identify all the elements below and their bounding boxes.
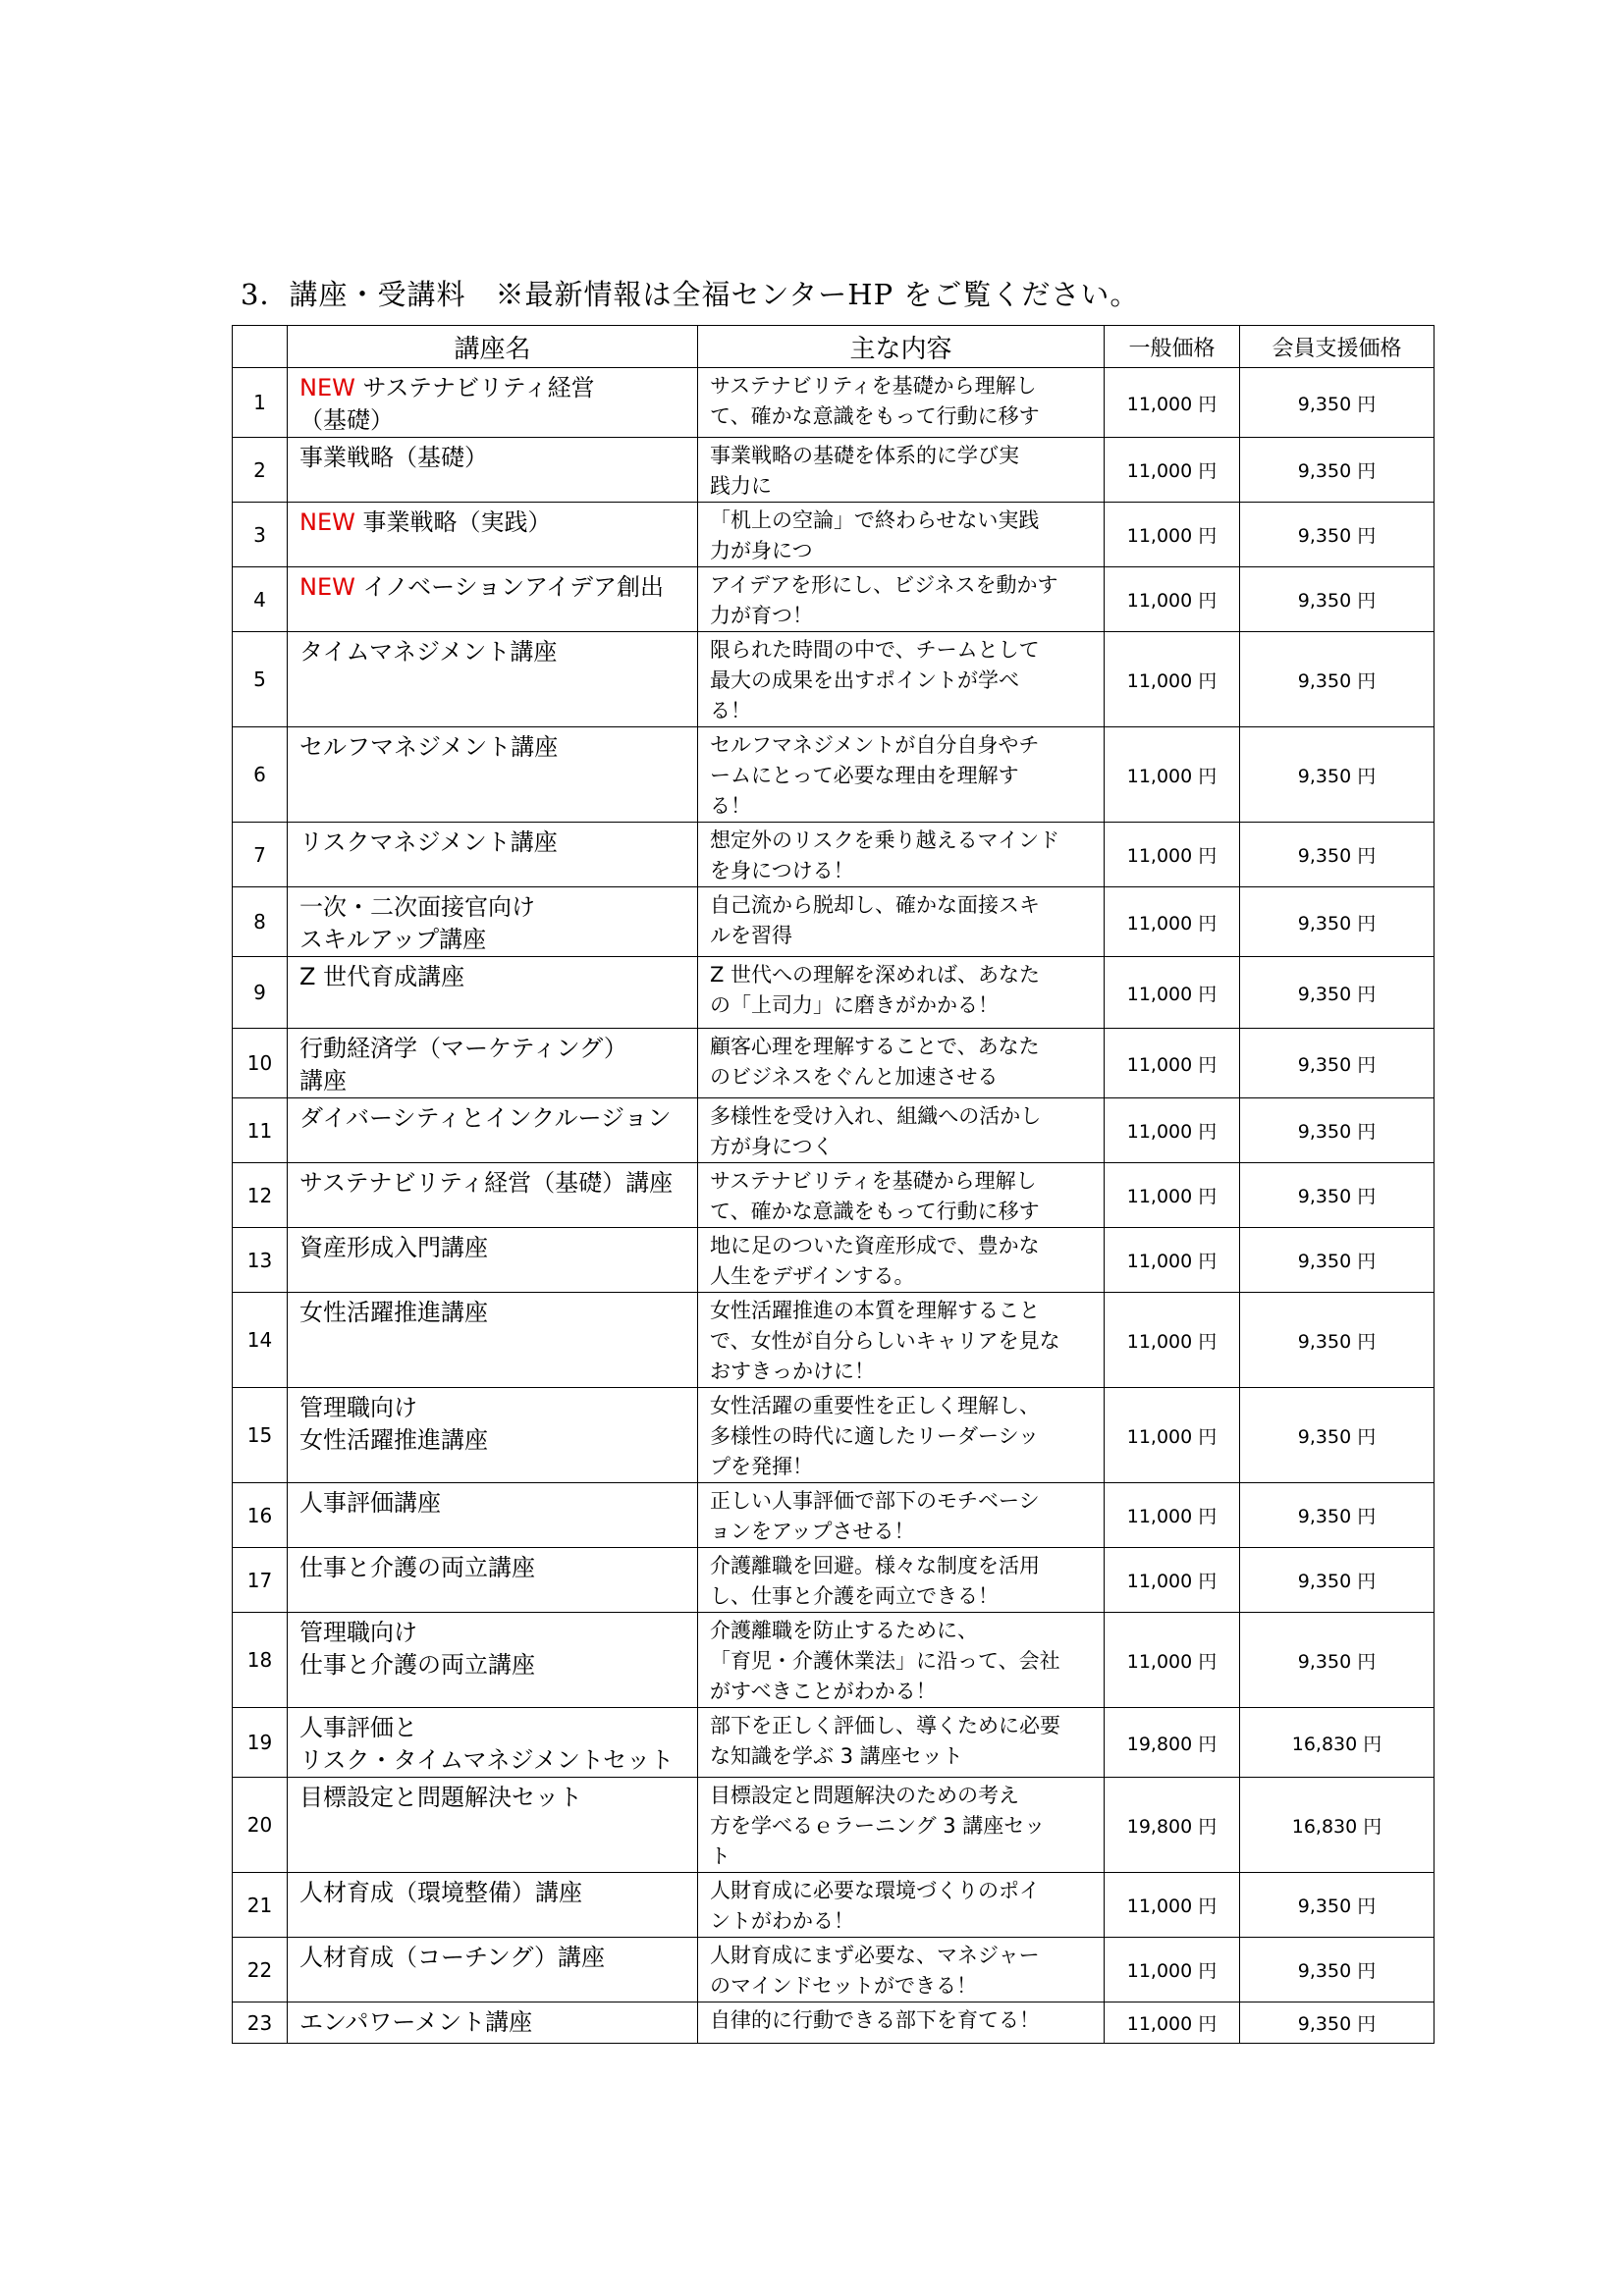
member-price: 9,350 円 (1240, 1163, 1435, 1228)
table-row (233, 1029, 1435, 1098)
row-number: 11 (233, 1098, 288, 1163)
course-content: 事業戦略の基礎を体系的に学び実 践力に (710, 444, 1019, 498)
member-price: 9,350 円 (1240, 1098, 1435, 1163)
row-number: 19 (233, 1708, 288, 1778)
course-name: サステナビリティ経営（基礎）講座 (299, 1169, 674, 1197)
course-content: サステナビリティを基礎から理解し て、確かな意識をもって行動に移す (710, 1169, 1040, 1223)
general-price: 11,000 円 (1105, 823, 1240, 887)
course-name-cell (288, 1938, 698, 2002)
course-table-body (233, 368, 1435, 2044)
member-price: 9,350 円 (1240, 887, 1435, 957)
table-header-row (233, 326, 1435, 368)
table-row (233, 957, 1435, 1029)
new-badge: NEW (299, 573, 355, 601)
row-number: 9 (233, 957, 288, 1029)
course-name-cell (288, 368, 698, 438)
course-name: 管理職向け 仕事と介護の両立講座 (299, 1619, 535, 1679)
row-number: 2 (233, 438, 288, 503)
row-number: 20 (233, 1778, 288, 1873)
course-name: 行動経済学（マーケティング） 講座 (299, 1035, 627, 1095)
member-price: 9,350 円 (1240, 503, 1435, 567)
course-name-cell (288, 503, 698, 567)
table-row (233, 727, 1435, 823)
course-content-cell (698, 1708, 1105, 1778)
member-price: 16,830 円 (1240, 1778, 1435, 1873)
table-row (233, 1873, 1435, 1938)
course-content-cell (698, 1163, 1105, 1228)
course-content: 部下を正しく評価し、導くために必要 な知識を学ぶ 3 講座セット (710, 1714, 1060, 1768)
course-name: 資産形成入門講座 (299, 1234, 488, 1261)
course-name-cell (288, 1873, 698, 1938)
member-price: 9,350 円 (1240, 1228, 1435, 1293)
row-number: 13 (233, 1228, 288, 1293)
course-name: ダイバーシティとインクルージョン (299, 1104, 672, 1132)
course-content: 正しい人事評価で部下のモチベーシ ョンをアップさせる！ (710, 1489, 1040, 1543)
course-name: リスクマネジメント講座 (299, 828, 558, 856)
course-name-cell (288, 1098, 698, 1163)
course-name: 人材育成（環境整備）講座 (299, 1879, 582, 1906)
table-row (233, 1548, 1435, 1613)
general-price: 11,000 円 (1105, 567, 1240, 632)
member-price: 16,830 円 (1240, 1708, 1435, 1778)
member-price: 9,350 円 (1240, 1873, 1435, 1938)
course-name-cell (288, 727, 698, 823)
course-name: 人事評価と リスク・タイムマネジメントセット (299, 1714, 675, 1774)
course-name-cell (288, 632, 698, 727)
course-content: アイデアを形にし、ビジネスを動かす 力が育つ！ (710, 573, 1058, 627)
table-row (233, 1293, 1435, 1388)
table-row (233, 887, 1435, 957)
general-price: 19,800 円 (1105, 1778, 1240, 1873)
general-price: 11,000 円 (1105, 957, 1240, 1029)
member-price: 9,350 円 (1240, 823, 1435, 887)
row-number: 10 (233, 1029, 288, 1098)
row-number: 5 (233, 632, 288, 727)
table-row (233, 1483, 1435, 1548)
member-price: 9,350 円 (1240, 957, 1435, 1029)
course-content: セルフマネジメントが自分自身やチ ームにとって必要な理由を理解す る！ (710, 733, 1040, 818)
course-name: Z 世代育成講座 (299, 963, 465, 990)
course-content: 自己流から脱却し、確かな面接スキ ルを習得 (710, 893, 1040, 947)
table-row (233, 1938, 1435, 2002)
general-price: 11,000 円 (1105, 887, 1240, 957)
table-row (233, 823, 1435, 887)
member-price: 9,350 円 (1240, 1613, 1435, 1708)
table-row (233, 1228, 1435, 1293)
course-content-cell (698, 567, 1105, 632)
table-row (233, 503, 1435, 567)
course-content-cell (698, 1293, 1105, 1388)
course-content-cell (698, 1873, 1105, 1938)
table-row (233, 1098, 1435, 1163)
member-price: 9,350 円 (1240, 632, 1435, 727)
table-row (233, 2002, 1435, 2044)
general-price: 11,000 円 (1105, 1548, 1240, 1613)
general-price: 11,000 円 (1105, 368, 1240, 438)
course-name-cell (288, 957, 698, 1029)
general-price: 11,000 円 (1105, 1613, 1240, 1708)
course-name: 管理職向け 女性活躍推進講座 (299, 1394, 488, 1454)
general-price: 11,000 円 (1105, 727, 1240, 823)
general-price: 11,000 円 (1105, 1293, 1240, 1388)
course-table (232, 325, 1435, 2044)
course-name: タイムマネジメント講座 (299, 638, 558, 666)
course-content: Z 世代への理解を深めれば、あなた の「上司力」に磨きがかかる！ (710, 963, 1041, 1017)
general-price: 11,000 円 (1105, 503, 1240, 567)
course-name: 人材育成（コーチング）講座 (299, 1944, 606, 1971)
course-content-cell (698, 632, 1105, 727)
course-name: イノベーションアイデア創出 (354, 573, 664, 601)
course-name: 一次・二次面接官向け スキルアップ講座 (299, 893, 535, 953)
course-name-cell (288, 567, 698, 632)
course-content-cell (698, 1388, 1105, 1483)
member-price: 9,350 円 (1240, 368, 1435, 438)
course-content-cell (698, 727, 1105, 823)
table-row (233, 438, 1435, 503)
course-name-cell (288, 1163, 698, 1228)
table-row (233, 1388, 1435, 1483)
row-number: 14 (233, 1293, 288, 1388)
course-content: 想定外のリスクを乗り越えるマインド を身につける！ (710, 828, 1060, 882)
general-price: 11,000 円 (1105, 1098, 1240, 1163)
course-content: 女性活躍の重要性を正しく理解し、 多様性の時代に適したリーダーシッ プを発揮！ (710, 1394, 1040, 1478)
course-content: 女性活躍推進の本質を理解すること で、女性が自分らしいキャリアを見な おすきっかけに！ (710, 1299, 1060, 1383)
general-price: 11,000 円 (1105, 1873, 1240, 1938)
course-content-cell (698, 957, 1105, 1029)
row-number: 7 (233, 823, 288, 887)
course-content-cell (698, 1228, 1105, 1293)
table-row (233, 567, 1435, 632)
row-number: 23 (233, 2002, 288, 2044)
header-general-price: 一般価格 (1105, 326, 1240, 368)
course-name-cell (288, 1548, 698, 1613)
course-content-cell (698, 1483, 1105, 1548)
course-name-cell (288, 887, 698, 957)
course-content: 地に足のついた資産形成で、豊かな 人生をデザインする。 (710, 1234, 1040, 1288)
course-content: 介護離職を防止するために、 「育児・介護休業法」に沿って、会社 がすべきことがわかる！ (710, 1619, 1060, 1703)
row-number: 4 (233, 567, 288, 632)
course-name-cell (288, 1029, 698, 1098)
course-content-cell (698, 887, 1105, 957)
table-row (233, 1163, 1435, 1228)
course-name-cell (288, 823, 698, 887)
member-price: 9,350 円 (1240, 567, 1435, 632)
course-content-cell (698, 503, 1105, 567)
course-name: 目標設定と問題解決セット (299, 1784, 582, 1811)
general-price: 11,000 円 (1105, 1163, 1240, 1228)
course-name: 事業戦略（実践） (354, 508, 552, 536)
course-content-cell (698, 1938, 1105, 2002)
table-row (233, 368, 1435, 438)
course-content: サステナビリティを基礎から理解し て、確かな意識をもって行動に移す (710, 374, 1040, 428)
member-price: 9,350 円 (1240, 1029, 1435, 1098)
course-content: 限られた時間の中で、チームとして 最大の成果を出すポイントが学べ る！ (710, 638, 1040, 722)
course-name-cell (288, 1483, 698, 1548)
course-name: セルフマネジメント講座 (299, 733, 559, 761)
section-title: 3．講座・受講料 ※最新情報は全福センターHP をご覧ください。 (241, 278, 1140, 311)
course-name: 女性活躍推進講座 (299, 1299, 488, 1326)
table-row (233, 1613, 1435, 1708)
general-price: 19,800 円 (1105, 1708, 1240, 1778)
course-name-cell (288, 1778, 698, 1873)
table-row (233, 632, 1435, 727)
course-content: 多様性を受け入れ、組織への活かし 方が身につく (710, 1104, 1042, 1158)
member-price: 9,350 円 (1240, 1293, 1435, 1388)
row-number: 1 (233, 368, 288, 438)
general-price: 11,000 円 (1105, 632, 1240, 727)
course-name-cell (288, 1293, 698, 1388)
course-name-cell (288, 1708, 698, 1778)
course-content-cell (698, 1029, 1105, 1098)
course-content: 人財育成にまず必要な、マネジャー のマインドセットができる！ (710, 1944, 1040, 1998)
course-name: 仕事と介護の両立講座 (299, 1554, 535, 1581)
general-price: 11,000 円 (1105, 2002, 1240, 2044)
general-price: 11,000 円 (1105, 1938, 1240, 2002)
table-row (233, 1778, 1435, 1873)
course-name: サステナビリティ経営 （基礎） (299, 374, 595, 434)
course-name-cell (288, 1228, 698, 1293)
row-number: 15 (233, 1388, 288, 1483)
course-name-cell (288, 1388, 698, 1483)
course-name-cell (288, 1613, 698, 1708)
header-num (233, 326, 288, 368)
general-price: 11,000 円 (1105, 1029, 1240, 1098)
course-content-cell (698, 823, 1105, 887)
course-content-cell (698, 438, 1105, 503)
general-price: 11,000 円 (1105, 1388, 1240, 1483)
general-price: 11,000 円 (1105, 438, 1240, 503)
course-content-cell (698, 1613, 1105, 1708)
row-number: 6 (233, 727, 288, 823)
row-number: 18 (233, 1613, 288, 1708)
row-number: 12 (233, 1163, 288, 1228)
row-number: 8 (233, 887, 288, 957)
new-badge: NEW (299, 508, 355, 536)
course-name: 事業戦略（基礎） (299, 444, 488, 471)
member-price: 9,350 円 (1240, 438, 1435, 503)
course-content: 目標設定と問題解決のための考え 方を学べるｅラーニング 3 講座セッ ト (710, 1784, 1046, 1868)
course-name-cell (288, 2002, 698, 2044)
course-content: 人財育成に必要な環境づくりのポイ ントがわかる！ (710, 1879, 1040, 1933)
header-content: 主な内容 (698, 326, 1105, 368)
member-price: 9,350 円 (1240, 1938, 1435, 2002)
member-price: 9,350 円 (1240, 1483, 1435, 1548)
course-content-cell (698, 1778, 1105, 1873)
course-name: 人事評価講座 (299, 1489, 441, 1517)
row-number: 21 (233, 1873, 288, 1938)
course-name-cell (288, 438, 698, 503)
header-course-name: 講座名 (288, 326, 698, 368)
course-content-cell (698, 2002, 1105, 2044)
row-number: 17 (233, 1548, 288, 1613)
member-price: 9,350 円 (1240, 727, 1435, 823)
course-content-cell (698, 1548, 1105, 1613)
table-row (233, 1708, 1435, 1778)
row-number: 22 (233, 1938, 288, 2002)
course-name: エンパワーメント講座 (299, 2008, 533, 2036)
member-price: 9,350 円 (1240, 2002, 1435, 2044)
member-price: 9,350 円 (1240, 1388, 1435, 1483)
new-badge: NEW (299, 374, 355, 401)
general-price: 11,000 円 (1105, 1228, 1240, 1293)
header-member-price: 会員支援価格 (1240, 326, 1435, 368)
general-price: 11,000 円 (1105, 1483, 1240, 1548)
member-price: 9,350 円 (1240, 1548, 1435, 1613)
course-content: 顧客心理を理解することで、あなた のビジネスをぐんと加速させる (710, 1035, 1040, 1089)
course-content: 「机上の空論」で終わらせない実践 力が身につ (710, 508, 1040, 562)
course-content: 介護離職を回避。様々な制度を活用 し、仕事と介護を両立できる！ (710, 1554, 1040, 1608)
row-number: 16 (233, 1483, 288, 1548)
row-number: 3 (233, 503, 288, 567)
course-content-cell (698, 1098, 1105, 1163)
course-content-cell (698, 368, 1105, 438)
course-content: 自律的に行動できる部下を育てる！ (710, 2008, 1040, 2032)
